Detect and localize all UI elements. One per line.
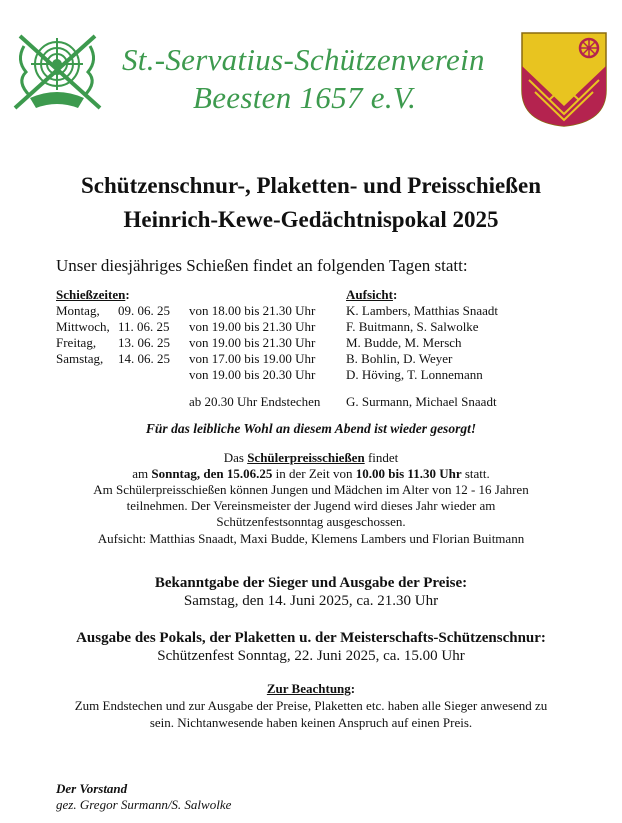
schedule-time: von 19.00 bis 21.30 Uhr (189, 335, 316, 350)
youth-line2: am Sonntag, den 15.06.25 in der Zeit von 10.00 bis 11.30 Uhr statt. (132, 466, 490, 481)
schedule-time: von 17.00 bis 19.00 Uhr (189, 351, 316, 366)
signature-board: Der Vorstand (56, 781, 128, 796)
coat-of-arms-icon (519, 30, 609, 128)
youth-line4: teilnehmen. Der Vereinsmeister der Jugend wird dieses Jahr wieder am (126, 498, 496, 513)
trophy-detail: Schützenfest Sonntag, 22. Juni 2025, ca. 15.00 Uhr (157, 648, 465, 664)
intro-text: Unser diesjähriges Schießen findet an folgenden Tagen statt: (56, 256, 468, 275)
youth-supervision: Aufsicht: Matthias Snaadt, Maxi Budde, Klemens Lambers und Florian Buitmann (97, 531, 525, 546)
schedule-supervision: B. Bohlin, D. Weyer (346, 351, 453, 366)
club-name-line1: St.-Servatius-Schützenverein (122, 42, 485, 77)
trophy-heading: Ausgabe des Pokals, der Plaketten u. der Meisterschafts-Schützenschnur: (76, 630, 546, 646)
schedule-time: von 19.00 bis 21.30 Uhr (189, 319, 316, 334)
signature-names: gez. Gregor Surmann/S. Salwolke (56, 797, 232, 812)
schedule-supervision-header: Aufsicht: (346, 287, 398, 302)
schedule-supervision: F. Buitmann, S. Salwolke (346, 319, 479, 334)
schedule-day: Samstag, (56, 351, 104, 366)
youth-line3: Am Schülerpreisschießen können Jungen und Mädchen im Alter von 12 - 16 Jahren (93, 482, 529, 497)
schedule-date: 13. 06. 25 (118, 335, 170, 350)
club-name-line2: Beesten 1657 e.V. (193, 80, 417, 115)
schedule-day: Freitag, (56, 335, 97, 350)
youth-line5: Schützenfestsonntag ausgeschossen. (216, 514, 406, 529)
page-title-line2: Heinrich-Kewe-Gedächtnispokal 2025 (123, 207, 499, 232)
page-title-line1: Schützenschnur-, Plaketten- und Preisschießen (80, 173, 542, 198)
schedule-times-header: Schießzeiten: (56, 287, 130, 302)
schedule-time: von 19.00 bis 20.30 Uhr (189, 367, 316, 382)
club-logo-icon (10, 28, 105, 116)
announcement-heading: Bekanntgabe der Sieger und Ausgabe der Preise: (154, 575, 468, 591)
note-heading: Zur Beachtung: (266, 681, 356, 696)
schedule-final-supervision: G. Surmann, Michael Snaadt (346, 394, 497, 409)
schedule-date: 09. 06. 25 (118, 303, 170, 318)
schedule-time: von 18.00 bis 21.30 Uhr (189, 303, 316, 318)
wellbeing-note: Für das leibliche Wohl an diesem Abend ist wieder gesorgt! (145, 421, 477, 436)
schedule-supervision: K. Lambers, Matthias Snaadt (346, 303, 498, 318)
schedule-day: Mittwoch, (56, 319, 110, 334)
announcement-detail: Samstag, den 14. Juni 2025, ca. 21.30 Uhr (183, 593, 439, 609)
schedule-final-time: ab 20.30 Uhr Endstechen (189, 394, 321, 409)
schedule-date: 11. 06. 25 (118, 319, 170, 334)
youth-line1: Das Schülerpreisschießen findet (223, 450, 399, 465)
schedule-day: Montag, (56, 303, 100, 318)
schedule-supervision: D. Höving, T. Lonnemann (346, 367, 483, 382)
note-line2: sein. Nichtanwesende haben keinen Anspruch auf einen Preis. (149, 715, 473, 730)
note-line1: Zum Endstechen und zur Ausgabe der Preise, Plaketten etc. haben alle Sieger anwesend zu (74, 698, 548, 713)
schedule-supervision: M. Budde, M. Mersch (346, 335, 462, 350)
schedule-date: 14. 06. 25 (118, 351, 170, 366)
